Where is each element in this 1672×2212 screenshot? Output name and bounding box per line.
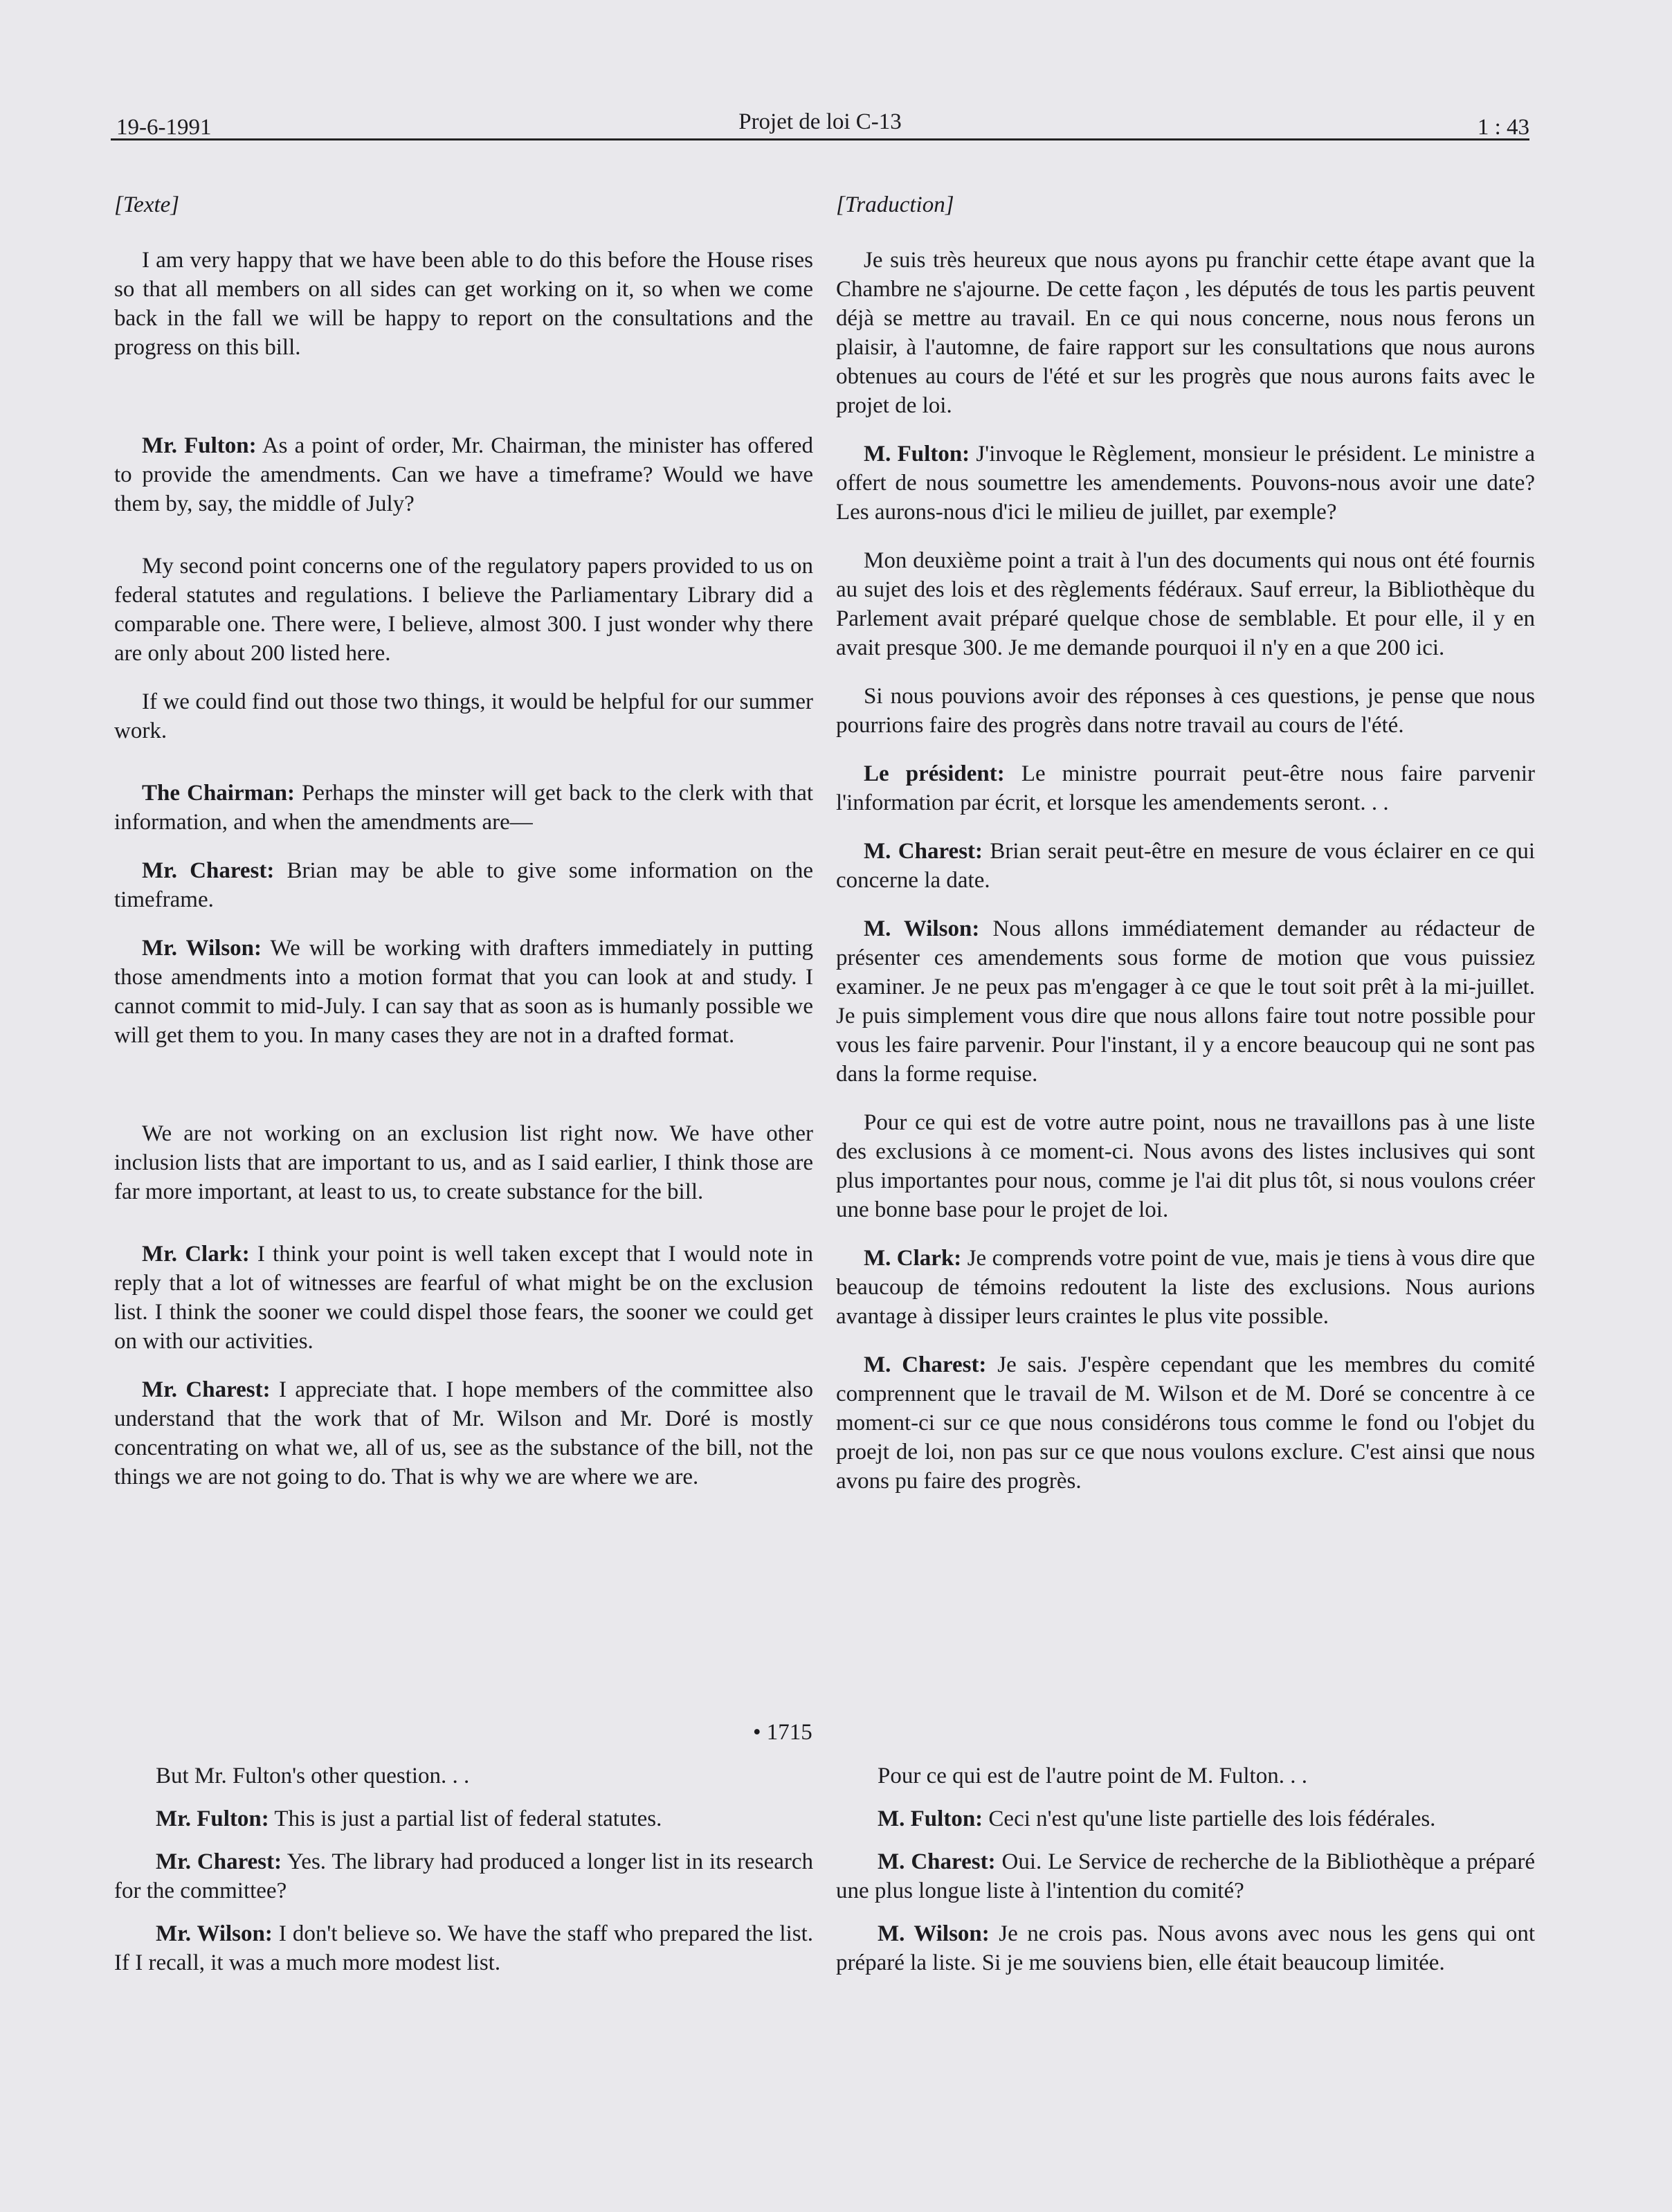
paragraph: If we could find out those two things, it would be helpful for our summer work. <box>114 689 813 743</box>
speech-text: Je comprends votre point de vue, mais je tiens à vous dire que beaucoup de témoins redoutent la liste des exclusions. Nous aurions avantage à dissiper leurs craintes le plus vite possible. <box>836 1246 1535 1329</box>
time-marker: • 1715 <box>753 1720 812 1745</box>
paragraph: My second point concerns one of the regulatory papers provided to us on federal statutes and regulations. I believe the Parliamentary Library did a comparable one. There were, I believe, almost 300. I just wonder why there are only about 200 listed here. <box>114 554 813 666</box>
speaker-name: M. Clark: <box>864 1246 962 1271</box>
paragraph <box>114 431 813 518</box>
speaker-name: M. Charest: <box>864 1352 987 1377</box>
paragraph: Si nous pouvions avoir des réponses à ces questions, je pense que nous pourrions faire des progrès dans notre travail au cours de l'été. <box>836 684 1535 738</box>
paragraph <box>836 914 1535 1089</box>
header-page-number: 1 : 43 <box>1477 115 1529 140</box>
speaker-name: The Chairman: <box>142 781 295 806</box>
speaker-name: Le président: <box>864 761 1005 786</box>
speaker-name: Mr. Fulton: <box>142 433 257 458</box>
speech-text: We will be working with drafters immediately in putting those amendments into a motion format that you can look at and study. I cannot commit to mid-July. I can say that as soon as is humanly possible we will get them to you. In many cases they are not in a drafted format. <box>114 936 813 1048</box>
french-column-bottom <box>836 1761 1535 1991</box>
speech-text: This is just a partial list of federal statutes. <box>269 1806 662 1831</box>
paragraph <box>836 1919 1535 1977</box>
speaker-name: Mr. Wilson: <box>156 1921 273 1946</box>
paragraph: We are not working on an exclusion list right now. We have other inclusion lists that are important to us, and as I said earlier, I think those are far more important, at least to us, to create substance for the bill. <box>114 1121 813 1204</box>
paragraph <box>114 1375 813 1492</box>
paragraph <box>114 856 813 914</box>
paragraph: I am very happy that we have been able to do this before the House rises so that all members on all sides can get working on it, so when we come back in the fall we will be happy to report on the consultations and the progress on this bill. <box>114 248 813 360</box>
speech-text: Ceci n'est qu'une liste partielle des lois fédérales. <box>983 1806 1436 1831</box>
speaker-name: M. Charest: <box>878 1849 996 1874</box>
header-date: 19-6-1991 <box>116 115 212 140</box>
paragraph <box>114 934 813 1050</box>
speaker-name: M. Fulton: <box>878 1806 983 1831</box>
paragraph: But Mr. Fulton's other question. . . <box>156 1764 470 1788</box>
paragraph <box>114 1919 813 1977</box>
speaker-name: Mr. Charest: <box>156 1849 282 1874</box>
speaker-name: M. Charest: <box>864 839 983 864</box>
paragraph: Pour ce qui est de l'autre point de M. Fulton. . . <box>878 1764 1307 1788</box>
english-column <box>114 190 813 1511</box>
header-title: Projet de loi C-13 <box>738 109 902 134</box>
header-rule <box>111 138 1529 140</box>
paragraph <box>114 1847 813 1905</box>
speech-text: Le ministre pourrait peut-être nous faire parvenir l'information par écrit, et lorsque les amendements seront. . . <box>836 761 1535 815</box>
paragraph <box>836 837 1535 895</box>
speech-text: Oui. Le Service de recherche de la Bibliothèque a préparé une plus longue liste à l'intention du comité? <box>836 1849 1535 1903</box>
english-column-bottom <box>114 1761 813 1991</box>
speech-text: J'invoque le Règlement, monsieur le président. Le ministre a offert de nous soumettre les amendements. Pouvons-nous avoir une date? Les aurons-nous d'ici le milieu de juillet, par exemple? <box>836 442 1535 525</box>
column-label: [Texte] <box>114 192 180 217</box>
speaker-name: Mr. Charest: <box>142 858 275 883</box>
speech-text: Je sais. J'espère cependant que les membres du comité comprennent que le travail de M. Wilson et de M. Doré se concentre à ce moment-ci sur ce que nous considérons tous comme le fond ou l'objet du proejt de loi, non pas sur ce que nous voulons exclure. C'est ainsi que nous avons pu faire des progrès. <box>836 1352 1535 1494</box>
speaker-name: Mr. Fulton: <box>156 1806 269 1831</box>
speaker-name: Mr. Charest: <box>142 1377 271 1402</box>
speech-text: Brian may be able to give some information on the timeframe. <box>114 858 814 912</box>
paragraph <box>114 1804 813 1833</box>
speech-text: I don't believe so. We have the staff who prepared the list. If I recall, it was a much more modest list. <box>114 1921 814 1975</box>
paragraph <box>836 1350 1535 1496</box>
paragraph <box>114 1240 813 1356</box>
speaker-name: M. Fulton: <box>864 442 970 466</box>
paragraph <box>836 439 1535 527</box>
paragraph: Je suis très heureux que nous ayons pu franchir cette étape avant que la Chambre ne s'ajourne. De cette façon , les députés de tous les partis peuvent déjà se mettre au travail. En ce qui nous concerne, nous nous ferons un plaisir, à l'automne, de faire rapport sur les consultations que nous aurons obtenues au cours de l'été et sur les progrès que nous aurons faits avec le projet de loi. <box>836 248 1535 418</box>
speech-text: Yes. The library had produced a longer list in its research for the committee? <box>114 1849 814 1903</box>
paragraph <box>114 779 813 837</box>
speech-text: Perhaps the minster will get back to the clerk with that information, and when the amendments are— <box>114 781 814 835</box>
speaker-name: M. Wilson: <box>864 916 980 941</box>
speaker-name: Mr. Clark: <box>142 1242 250 1267</box>
french-column <box>836 190 1535 1515</box>
speech-text: As a point of order, Mr. Chairman, the minister has offered to provide the amendments. Can we have a timeframe? Would we have them by, say, the middle of July? <box>114 433 813 516</box>
paragraph <box>836 1847 1535 1905</box>
speech-text: I appreciate that. I hope members of the committee also understand that the work that of Mr. Wilson and Mr. Doré is mostly concentrating on what we, all of us, see as the substance of the bill, not the things we are not going to do. That is why we are where we are. <box>114 1377 814 1489</box>
speech-text: Nous allons immédiatement demander au rédacteur de présenter ces amendements sous forme de motion que vous puissiez examiner. Je ne peux pas m'engager à ce que le tout soit prêt à la mi-juillet. Je puis simplement vous dire que nous allons faire tout notre possible pour vous les faire parvenir. Pour l'instant, il y a encore beaucoup qui ne sont pas dans la forme requise. <box>836 916 1535 1087</box>
speech-text: Brian serait peut-être en mesure de vous éclairer en ce qui concerne la date. <box>836 839 1535 893</box>
column-label: [Traduction] <box>836 192 954 217</box>
paragraph <box>836 1244 1535 1331</box>
speech-text: I think your point is well taken except that I would note in reply that a lot of witnesses are fearful of what might be on the exclusion list. I think the sooner we could dispel those fears, the sooner we could get on with our activities. <box>114 1242 813 1354</box>
paragraph: Mon deuxième point a trait à l'un des documents qui nous ont été fournis au sujet des lois et des règlements fédéraux. Sauf erreur, la Bibliothèque du Parlement avait préparé quelque chose de semblable. Et pour elle, il y en avait presque 300. Je me demande pourquoi il n'y en a que 200 ici. <box>836 548 1535 660</box>
speaker-name: Mr. Wilson: <box>142 936 262 961</box>
page-header <box>111 104 1529 140</box>
paragraph <box>836 759 1535 817</box>
speech-text: Je ne crois pas. Nous avons avec nous les gens qui ont préparé la liste. Si je me souviens bien, elle était beaucoup limitée. <box>836 1921 1536 1975</box>
paragraph: Pour ce qui est de votre autre point, nous ne travaillons pas à une liste des exclusions à ce moment-ci. Nous avons des listes inclusives qui sont plus importantes pour nous, comme je l'ai dit plus tôt, si nous voulons créer une bonne base pour le projet de loi. <box>836 1110 1535 1222</box>
paragraph <box>836 1804 1535 1833</box>
speaker-name: M. Wilson: <box>878 1921 990 1946</box>
